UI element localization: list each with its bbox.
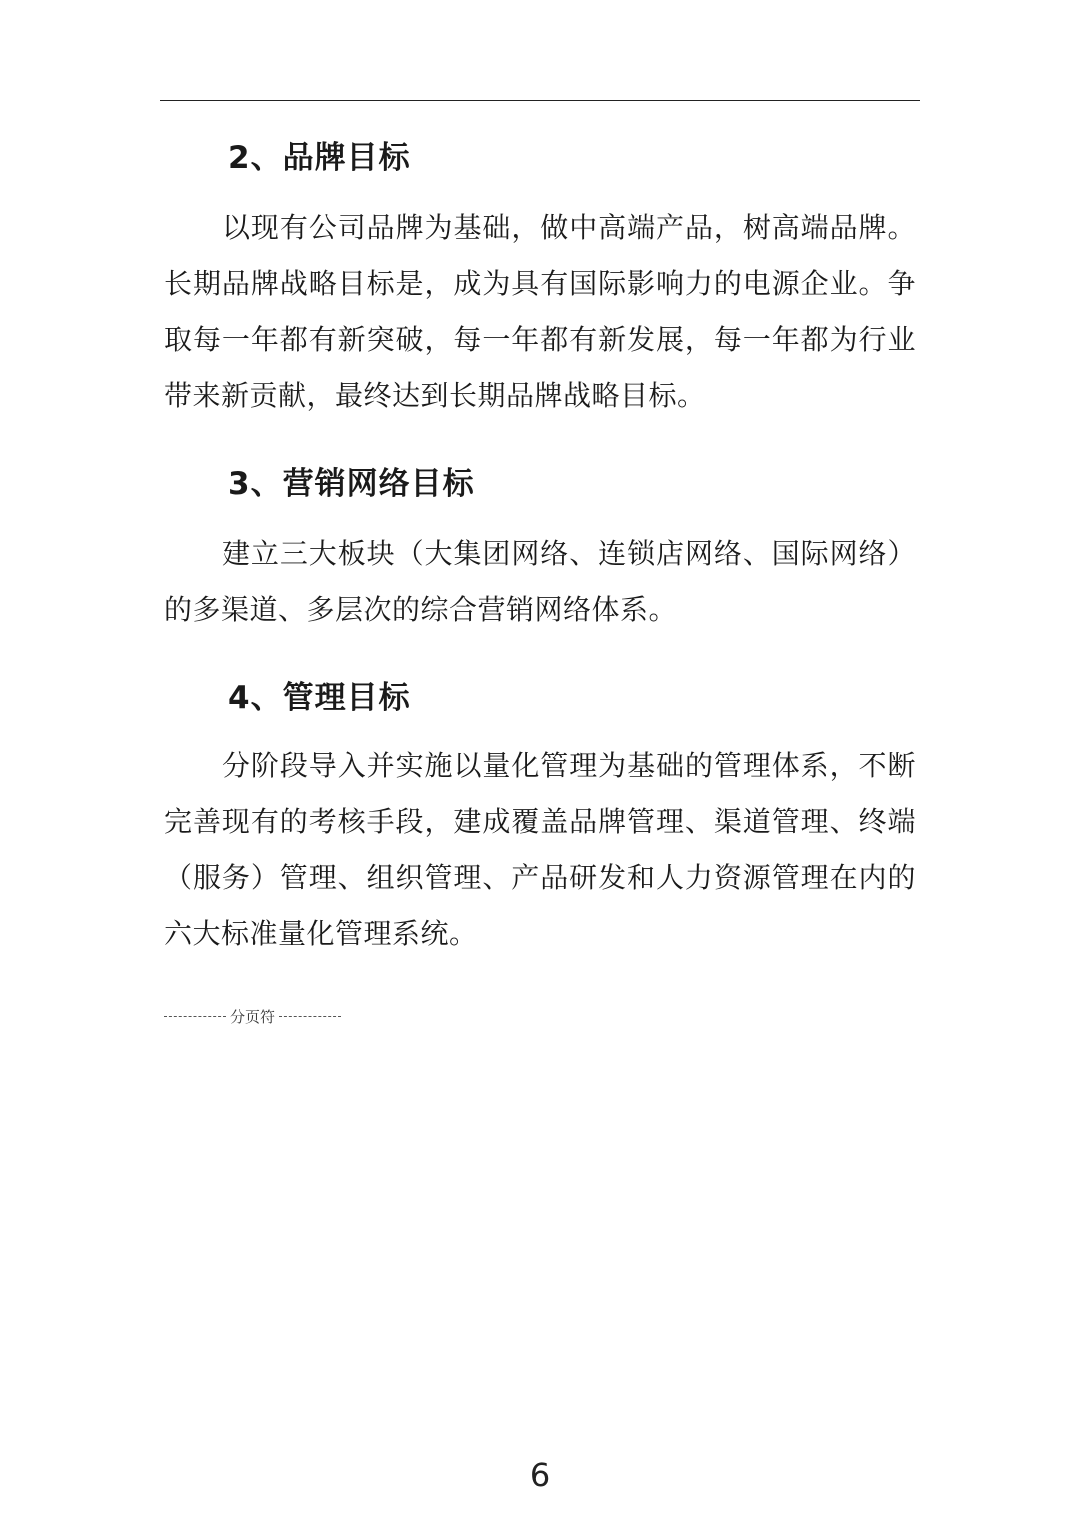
- page-break-dash-left: [164, 1016, 226, 1017]
- section-brand-goal: [164, 128, 916, 424]
- document-body: [164, 128, 916, 962]
- section-paragraph: 建立三大板块（大集团网络、连锁店网络、国际网络）的多渠道、多层次的综合营销网络体系。: [164, 537, 916, 626]
- section-heading: 4、管理目标: [228, 680, 411, 716]
- section-management-goal: [164, 668, 916, 962]
- page-number: 6: [529, 1456, 551, 1494]
- section-heading: 2、品牌目标: [228, 140, 411, 176]
- page-break-marker: [164, 1006, 341, 1027]
- section-marketing-network-goal: [164, 454, 916, 638]
- section-paragraph: 以现有公司品牌为基础，做中高端产品，树高端品牌。长期品牌战略目标是，成为具有国际影响力的电源企业。争取每一年都有新突破，每一年都有新发展，每一年都为行业带来新贡献，最终达到长期品牌战略目标。: [164, 211, 916, 412]
- section-paragraph: 分阶段导入并实施以量化管理为基础的管理体系，不断完善现有的考核手段，建成覆盖品牌管理、渠道管理、终端（服务）管理、组织管理、产品研发和人力资源管理在内的六大标准量化管理系统。: [164, 749, 916, 950]
- page-break-label: 分页符: [230, 1008, 276, 1026]
- header-rule: [160, 100, 920, 101]
- page-break-dash-right: [279, 1016, 341, 1017]
- section-heading: 3、营销网络目标: [228, 466, 475, 502]
